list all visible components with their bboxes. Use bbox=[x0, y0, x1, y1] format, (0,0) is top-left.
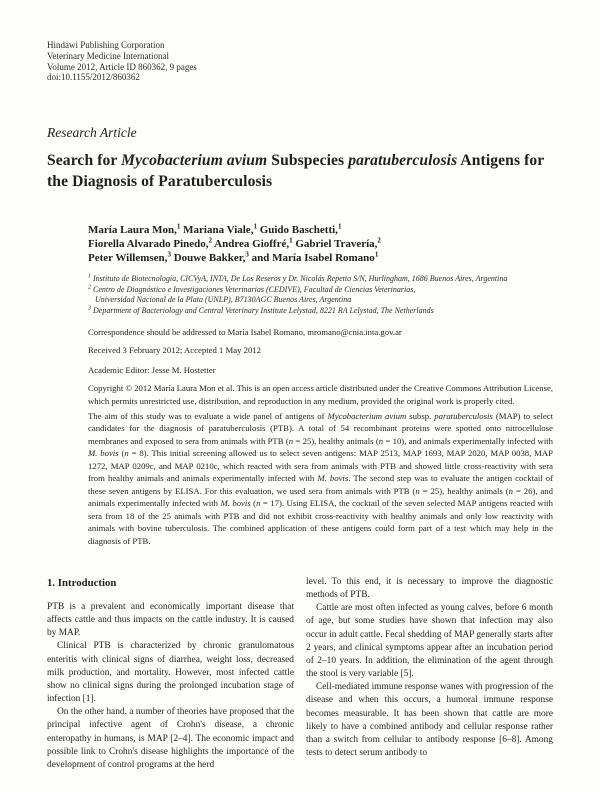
copyright-notice: Copyright © 2012 María Laura Mon et al. This is an open access article distributed under the Creative Commons Attribution License, which permits unrestricted use, distribution, and reproduction in any medium, provided the original work is properly cited. bbox=[88, 383, 553, 406]
publisher-header bbox=[47, 40, 553, 83]
body-paragraph: Cattle are most often infected as young calves, before 6 month of age, but some studies have shown that infection may also occur in adult cattle. Fecal shedding of MAP generally starts after 2 years, and clinical symptoms appear after an incubation period of 2–10 years. In addition, the elimination of the agent through the stool is very variable [5]. bbox=[306, 603, 553, 680]
publisher-name: Hindawi Publishing Corporation bbox=[47, 40, 165, 50]
affiliations-block bbox=[88, 274, 553, 316]
volume-info: Volume 2012, Article ID 860362, 9 pages bbox=[47, 61, 197, 72]
correspondence-line: Correspondence should be addressed to María Isabel Romano, mromano@cnia.inta.gov.ar bbox=[88, 327, 402, 338]
article-meta-block bbox=[88, 223, 553, 547]
body-paragraph: Cell-mediated immune response wanes with progression of the disease and when this occurs, a humoral immune response becomes measurable. It has been shown that cattle are more likely to have a combined antibody and cellular response rather than a switch from cellular to antibody response [6–8]. Among tests to detect serum antibody to bbox=[306, 682, 553, 759]
author-line: Peter Willemsen,$^3$ Douwe Bakker,$^3$ and María Isabel Romano$^1$ bbox=[88, 250, 379, 265]
affiliation-line-continuation: Universidad Nacional de la Plata (UNLP), B7130AGC Buenos Aires, Argentina bbox=[95, 295, 352, 305]
affiliation-line: $^2$ Centro de Diagnóstico e Investigaciones Veterinarias (CEDIVE), Facultad de Ciencias Veterinarias, bbox=[88, 284, 416, 294]
academic-editor-line: Academic Editor: Jesse M. Hostetter bbox=[88, 365, 216, 376]
intro-section-heading: 1. Introduction bbox=[47, 576, 117, 589]
right-column bbox=[306, 576, 553, 772]
article-title: Search for Mycobacterium avium Subspecies paratuberculosis Antigens for the Diagnosis of Paratuberculosis bbox=[47, 152, 545, 191]
body-paragraph: PTB is a prevalent and economically important disease that affects cattle and thus impacts on the cattle industry. It is caused by MAP. bbox=[47, 601, 294, 639]
left-column bbox=[47, 576, 294, 772]
authors-block bbox=[88, 223, 553, 265]
body-paragraph: Clinical PTB is characterized by chronic granulomatous enteritis with clinical signs of diarrhea, weight loss, decreased milk production, and mortality. However, most infected cattle show no clinical signs during the prolonged incubation stage of infection [1]. bbox=[47, 641, 294, 705]
affiliation-line: $^3$ Department of Bacteriology and Central Veterinary Institute Lelystad, 8221 RA Lelystad, The Netherlands bbox=[88, 305, 434, 315]
body-paragraph: On the other hand, a number of theories have proposed that the principal infective agent of Crohn's disease, a chronic enteropathy in humans, is MAP [2–4]. The economic impact and possible link to Crohn's disease highlights the importance of the development of control programs at the herd bbox=[47, 707, 294, 770]
doi-line: doi:10.1155/2012/860362 bbox=[47, 72, 140, 83]
author-line: Fiorella Alvarado Pinedo,$^2$ Andrea Gioffré,$^1$ Gabriel Travería,$^2$ bbox=[88, 236, 381, 251]
journal-name: Veterinary Medicine International bbox=[47, 50, 169, 61]
received-accepted-line: Received 3 February 2012; Accepted 1 May 2012 bbox=[88, 345, 261, 356]
author-line: María Laura Mon,$^1$ Mariana Viale,$^1$ Guido Baschetti,$^1$ bbox=[88, 222, 342, 237]
article-type-label: Research Article bbox=[47, 125, 137, 141]
abstract-text: The aim of this study was to evaluate a wide panel of antigens of Mycobacterium avium subsp. paratuberculosis (MAP) to select candidates for the diagnosis of paratuberculosis (PTB). A total of 54 recombinant proteins were spotted onto nitrocellulose membranes and exposed to sera from animals with PTB (n = 25), healthy animals (n = 10), and animals experimentally infected with M. bovis (n = 8). This initial screening allowed us to select seven antigens: MAP 2513, MAP 1693, MAP 2020, MAP 0038, MAP 1272, MAP 0209c, and MAP 0210c, which reacted with sera from animals with PTB and showed little cross-reactivity with sera from healthy animals and animals experimentally infected with M. bovis. The second step was to evaluate the antigen cocktail of these seven antigens by ELISA. For this evaluation, we used sera from animals with PTB (n = 25), healthy animals (n = 26), and animals experimentally infected with M. bovis (n = 17). Using ELISA, the cocktail of the seven selected MAP antigens reacted with sera from 18 of the 25 animals with PTB and did not exhibit cross-reactivity with healthy animals and only low reactivity with animals with bovine tuberculosis. The combined application of these antigens could form part of a test which may help in the diagnosis of PTB. bbox=[88, 411, 554, 546]
body-columns bbox=[47, 576, 553, 772]
affiliation-line: $^1$ Instituto de Biotecnología, CICVyA, INTA, De Los Reseros y Dr. Nicolás Repetto S/N, Hurlingham, 1686 Buenos Aires, Argentina bbox=[88, 273, 508, 284]
body-paragraph: level. To this end, it is necessary to improve the diagnostic methods of PTB. bbox=[306, 576, 553, 601]
